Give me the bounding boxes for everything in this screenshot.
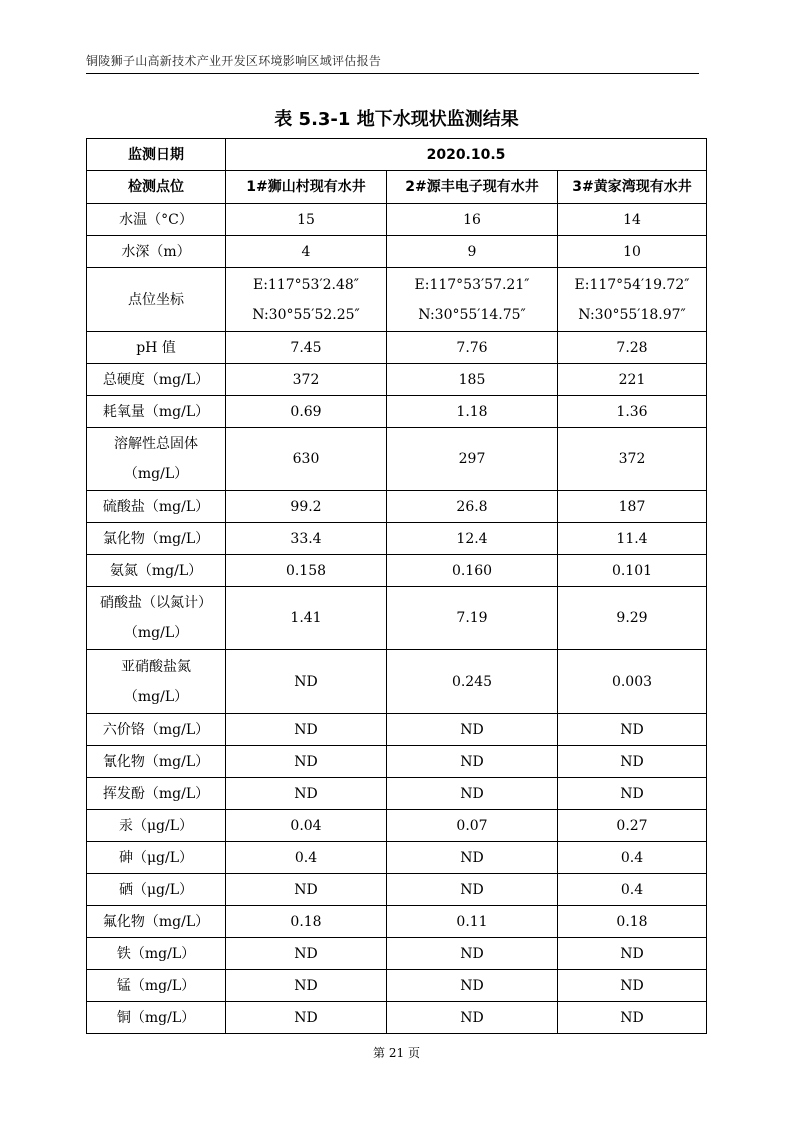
coordinate-cell: [558, 268, 707, 332]
value-cell: ND: [226, 746, 387, 778]
label-line: （mg/L）: [123, 625, 189, 641]
value-cell: 0.245: [387, 650, 558, 714]
parameter-label-cell: [87, 650, 226, 714]
value-cell: 0.18: [226, 906, 387, 938]
parameter-label-cell: 总硬度（mg/L）: [87, 364, 226, 396]
value-cell: ND: [226, 778, 387, 810]
document-header: 铜陵狮子山高新技术产业开发区环境影响区域评估报告: [86, 54, 382, 68]
parameter-label-cell: 砷（μg/L）: [87, 842, 226, 874]
parameter-label-cell: 硫酸盐（mg/L）: [87, 491, 226, 523]
value-cell: ND: [558, 778, 707, 810]
table-row: [87, 428, 707, 491]
label-line: （mg/L）: [123, 466, 189, 482]
value-cell: 297: [387, 428, 558, 491]
value-cell: 0.07: [387, 810, 558, 842]
value-cell: 187: [558, 491, 707, 523]
parameter-label-cell: 挥发酚（mg/L）: [87, 778, 226, 810]
value-cell: ND: [558, 938, 707, 970]
table-row: [87, 874, 707, 906]
table-row: [87, 970, 707, 1002]
page-number: 第 21 页: [373, 1046, 420, 1060]
coordinate-label-cell: 点位坐标: [87, 268, 226, 332]
value-cell: 0.160: [387, 555, 558, 587]
monitoring-results-table: [86, 138, 707, 1034]
label-line: 硝酸盐（以氮计）: [100, 595, 212, 611]
value-cell: 33.4: [226, 523, 387, 555]
value-cell: 7.28: [558, 332, 707, 364]
value-cell: ND: [226, 938, 387, 970]
value-cell: 15: [226, 204, 387, 236]
value-cell: ND: [387, 874, 558, 906]
table-row: [87, 778, 707, 810]
latitude-text: N:30°55′18.97″: [578, 306, 686, 323]
longitude-text: E:117°53′2.48″: [252, 276, 360, 293]
table-row: [87, 650, 707, 714]
header-rule: [86, 73, 699, 74]
table-row: [87, 938, 707, 970]
table-title: 表 5.3-1 地下水现状监测结果: [274, 109, 519, 130]
table-row: [87, 364, 707, 396]
label-line: （mg/L）: [123, 688, 189, 705]
value-cell: 221: [558, 364, 707, 396]
longitude-text: E:117°54′19.72″: [574, 276, 690, 293]
table-row: [87, 396, 707, 428]
value-cell: 9.29: [558, 587, 707, 650]
point-header-cell: 1#狮山村现有水井: [226, 171, 387, 204]
point-header-cell: 3#黄家湾现有水井: [558, 171, 707, 204]
value-cell: ND: [226, 714, 387, 746]
value-cell: 10: [558, 236, 707, 268]
latitude-text: N:30°55′52.25″: [252, 306, 360, 323]
value-cell: ND: [558, 970, 707, 1002]
value-cell: 0.69: [226, 396, 387, 428]
parameter-label-cell: 氟化物（mg/L）: [87, 906, 226, 938]
table-row: [87, 842, 707, 874]
table-row: [87, 746, 707, 778]
label-line: 溶解性总固体: [114, 436, 198, 452]
value-cell: 14: [558, 204, 707, 236]
value-cell: ND: [558, 746, 707, 778]
date-value-cell: 2020.10.5: [226, 139, 707, 171]
table-row: [87, 523, 707, 555]
value-cell: ND: [387, 938, 558, 970]
point-label-cell: 检测点位: [87, 171, 226, 204]
value-cell: 0.04: [226, 810, 387, 842]
value-cell: 9: [387, 236, 558, 268]
parameter-label-cell: 铜（mg/L）: [87, 1002, 226, 1034]
value-cell: 1.18: [387, 396, 558, 428]
longitude-text: E:117°53′57.21″: [414, 276, 530, 293]
table-row: [87, 268, 707, 332]
parameter-label-cell: 水深（m）: [87, 236, 226, 268]
value-cell: 185: [387, 364, 558, 396]
table-row: [87, 1002, 707, 1034]
date-label-cell: 监测日期: [87, 139, 226, 171]
value-cell: 26.8: [387, 491, 558, 523]
value-cell: 11.4: [558, 523, 707, 555]
value-cell: 630: [226, 428, 387, 491]
value-cell: ND: [558, 1002, 707, 1034]
table-row: [87, 587, 707, 650]
latitude-text: N:30°55′14.75″: [418, 306, 526, 323]
parameter-label-cell: 耗氧量（mg/L）: [87, 396, 226, 428]
value-cell: 99.2: [226, 491, 387, 523]
value-cell: 0.4: [558, 874, 707, 906]
value-cell: 0.101: [558, 555, 707, 587]
value-cell: ND: [387, 1002, 558, 1034]
value-cell: 0.11: [387, 906, 558, 938]
value-cell: 0.4: [226, 842, 387, 874]
table-row: [87, 171, 707, 204]
value-cell: 0.4: [558, 842, 707, 874]
value-cell: 4: [226, 236, 387, 268]
table-row: [87, 906, 707, 938]
value-cell: 1.36: [558, 396, 707, 428]
coordinate-cell: [226, 268, 387, 332]
value-cell: 0.18: [558, 906, 707, 938]
parameter-label-cell: 汞（μg/L）: [87, 810, 226, 842]
parameter-label-cell: 铁（mg/L）: [87, 938, 226, 970]
parameter-label-cell: 水温（°C）: [87, 204, 226, 236]
parameter-label-cell: [87, 587, 226, 650]
table-row: [87, 810, 707, 842]
table-row: [87, 332, 707, 364]
value-cell: ND: [226, 874, 387, 906]
table-row: [87, 139, 707, 171]
label-line: 亚硝酸盐氮: [121, 658, 191, 675]
value-cell: ND: [226, 970, 387, 1002]
parameter-label-cell: 氨氮（mg/L）: [87, 555, 226, 587]
value-cell: 0.158: [226, 555, 387, 587]
value-cell: ND: [387, 778, 558, 810]
value-cell: 0.003: [558, 650, 707, 714]
value-cell: 7.19: [387, 587, 558, 650]
table-row: [87, 555, 707, 587]
parameter-label-cell: 硒（μg/L）: [87, 874, 226, 906]
value-cell: ND: [226, 1002, 387, 1034]
table-row: [87, 491, 707, 523]
table-row: [87, 204, 707, 236]
table-row: [87, 714, 707, 746]
parameter-label-cell: 六价铬（mg/L）: [87, 714, 226, 746]
value-cell: ND: [387, 842, 558, 874]
parameter-label-cell: pH 值: [87, 332, 226, 364]
parameter-label-cell: 氰化物（mg/L）: [87, 746, 226, 778]
value-cell: ND: [387, 714, 558, 746]
value-cell: 0.27: [558, 810, 707, 842]
value-cell: 1.41: [226, 587, 387, 650]
coordinate-cell: [387, 268, 558, 332]
value-cell: 372: [226, 364, 387, 396]
parameter-label-cell: 锰（mg/L）: [87, 970, 226, 1002]
value-cell: 7.45: [226, 332, 387, 364]
value-cell: ND: [387, 746, 558, 778]
table-row: [87, 236, 707, 268]
value-cell: 7.76: [387, 332, 558, 364]
value-cell: ND: [226, 650, 387, 714]
parameter-label-cell: 氯化物（mg/L）: [87, 523, 226, 555]
point-header-cell: 2#源丰电子现有水井: [387, 171, 558, 204]
parameter-label-cell: [87, 428, 226, 491]
value-cell: 12.4: [387, 523, 558, 555]
value-cell: ND: [387, 970, 558, 1002]
value-cell: 372: [558, 428, 707, 491]
value-cell: ND: [558, 714, 707, 746]
value-cell: 16: [387, 204, 558, 236]
